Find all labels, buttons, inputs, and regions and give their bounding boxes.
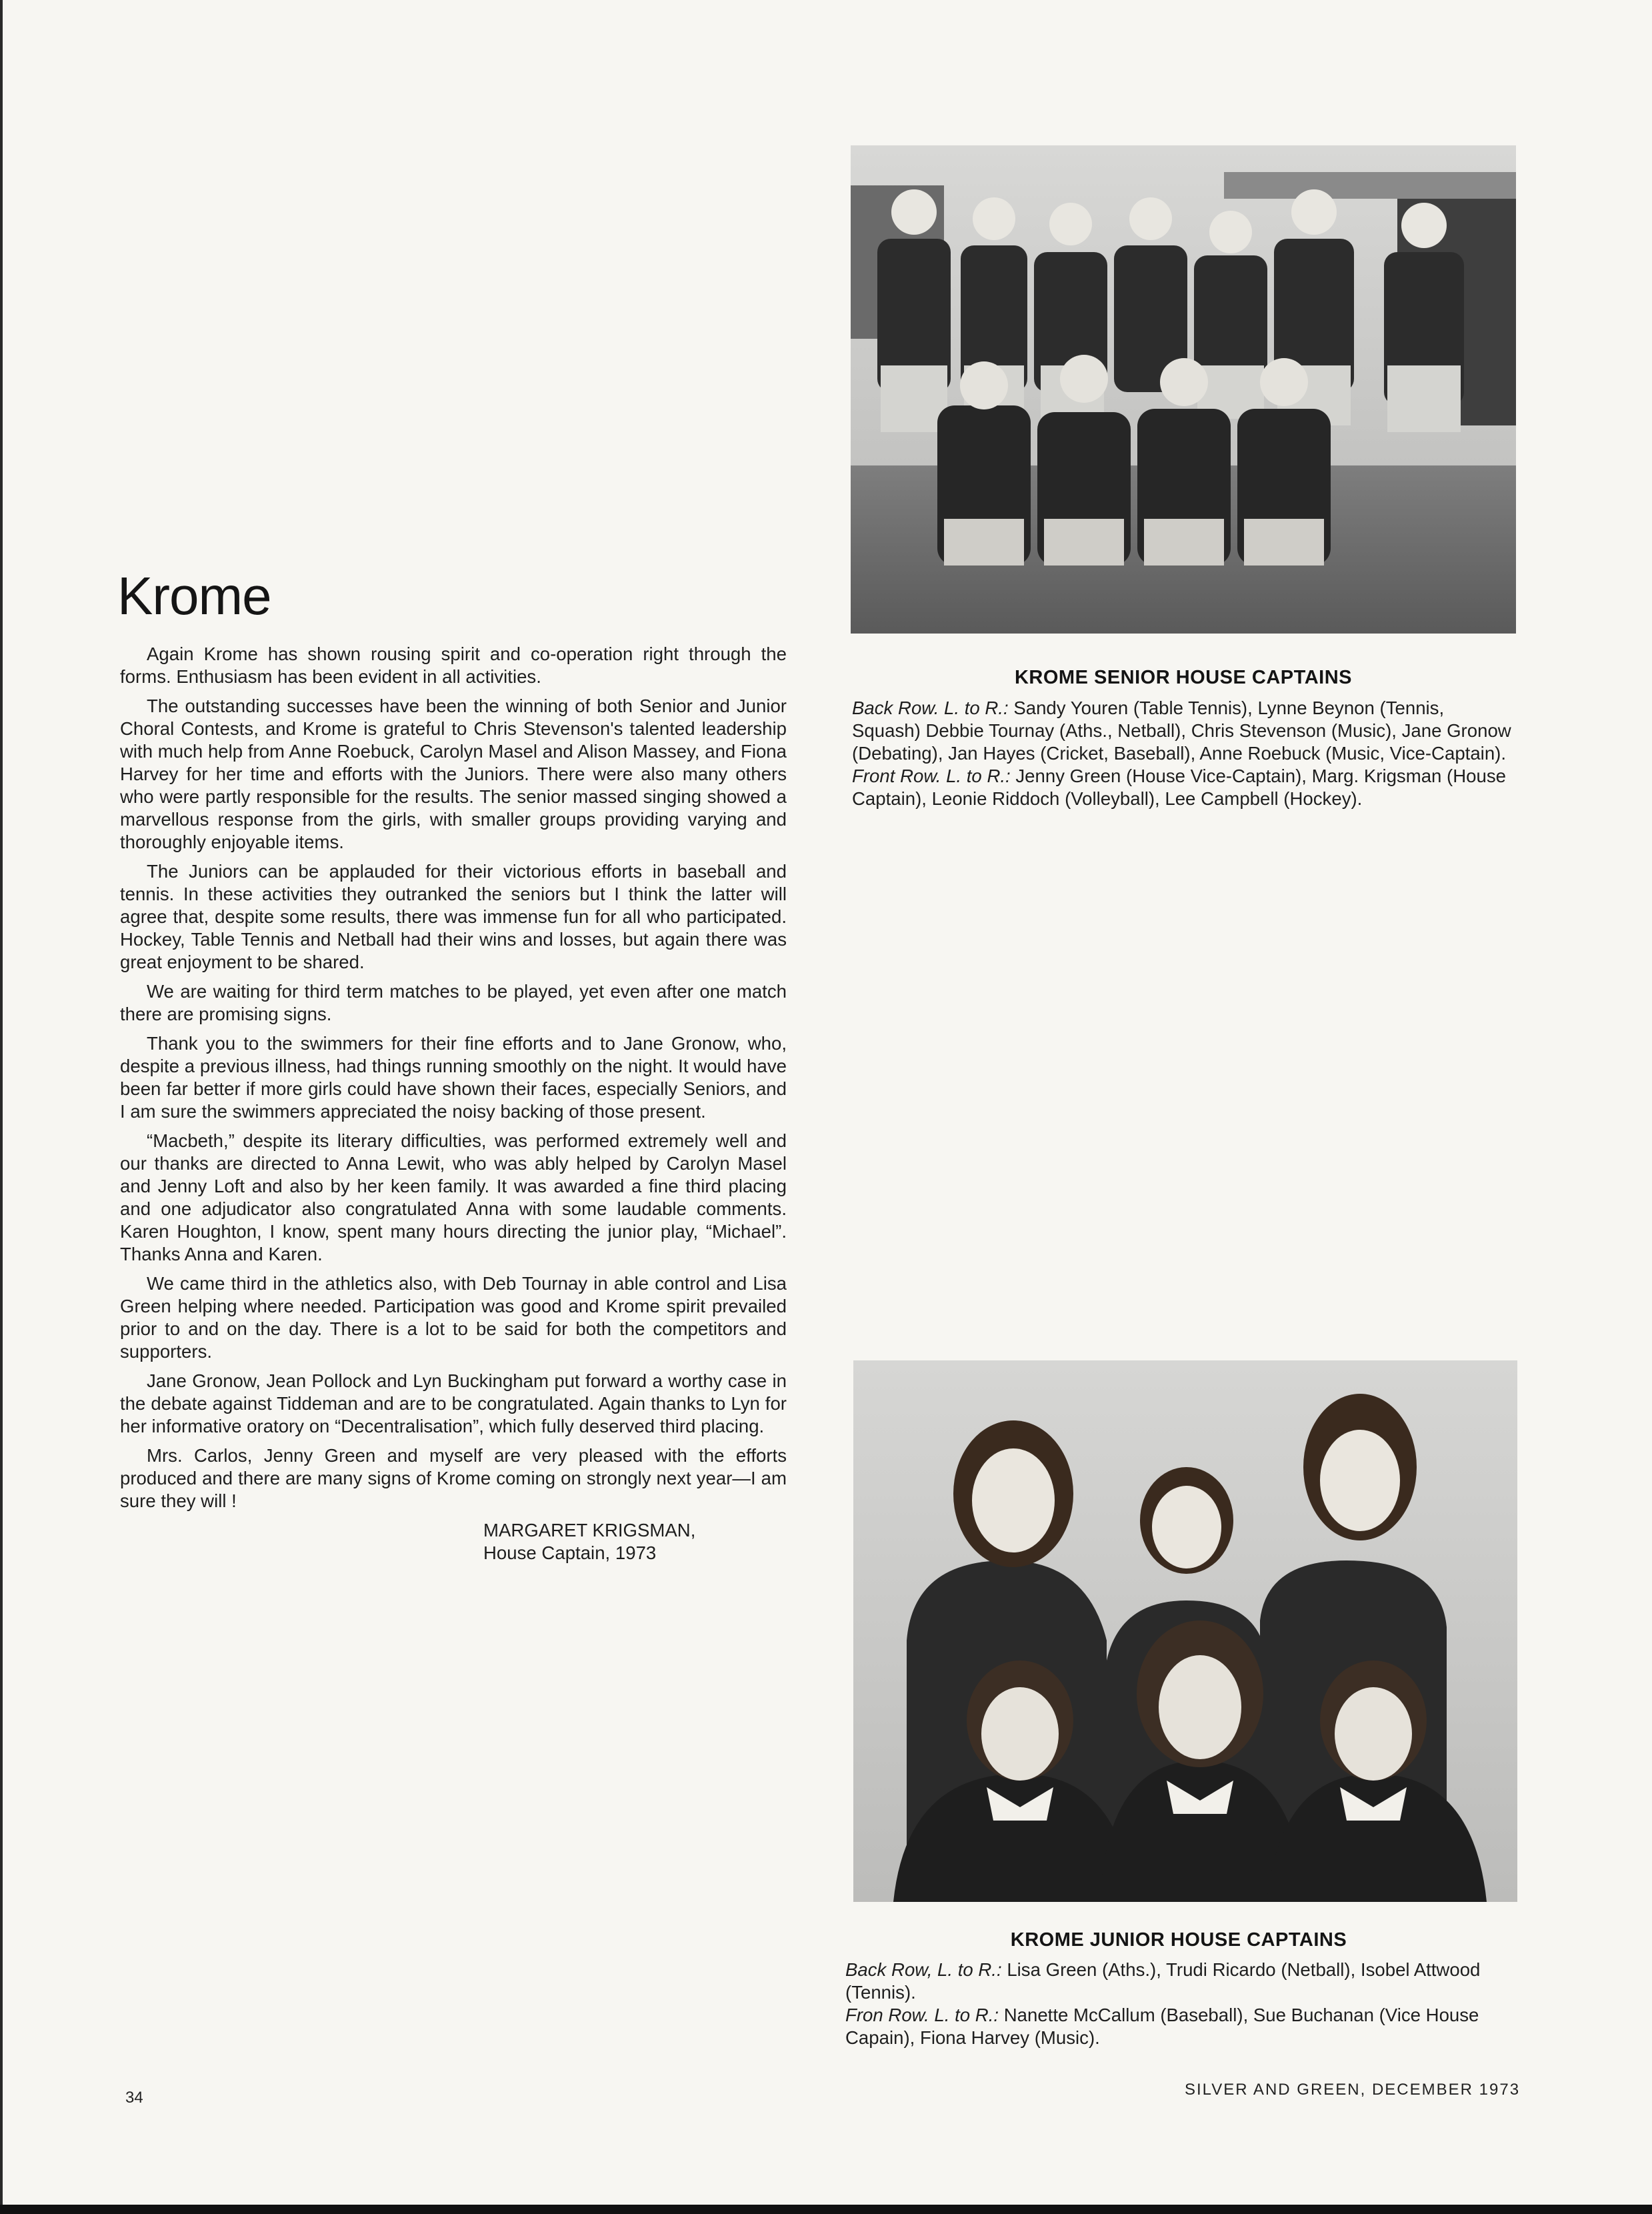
senior-caption bbox=[852, 697, 1515, 810]
article-body bbox=[120, 643, 787, 1564]
senior-front-row-names: Jenny Green (House Vice-Captain), Marg. Krigsman (House Captain), Leonie Riddoch (Volleyball), Lee Campbell (Hockey). bbox=[852, 766, 1507, 809]
junior-caption bbox=[845, 1959, 1512, 2049]
article-paragraph: Again Krome has shown rousing spirit and co-operation right through the forms. Enthusiasm has been evident in all activities. bbox=[120, 644, 787, 687]
article-paragraph: Mrs. Carlos, Jenny Green and myself are very pleased with the efforts produced and there are many signs of Krome coming on strongly next year—I am sure they will ! bbox=[120, 1445, 787, 1511]
senior-group-photo bbox=[851, 145, 1516, 634]
senior-caption-heading: KROME SENIOR HOUSE CAPTAINS bbox=[1014, 667, 1352, 688]
article-title: Krome bbox=[117, 566, 271, 626]
junior-back-row-names: Lisa Green (Aths.), Trudi Ricardo (Netball), Isobel Attwood (Tennis). bbox=[845, 1959, 1481, 2003]
page-bottom-edge bbox=[0, 2205, 1652, 2214]
article-paragraph: We came third in the athletics also, with Deb Tournay in able control and Lisa Green helping where needed. Participation was good and Krome spirit prevailed prior to and on the day. There is a lot to be said for both the competitors and supporters. bbox=[120, 1273, 787, 1362]
signature-name: MARGARET KRIGSMAN, bbox=[483, 1520, 696, 1540]
junior-front-row-names: Nanette McCallum (Baseball), Sue Buchanan (Vice House Capain), Fiona Harvey (Music). bbox=[845, 2005, 1479, 2048]
junior-back-row-label: Back Row, L. to R.: bbox=[845, 1959, 1002, 1980]
article-paragraph: Jane Gronow, Jean Pollock and Lyn Buckingham put forward a worthy case in the debate against Tiddeman and are to be congratulated. Again thanks to Lyn for her informative oratory on “Decentralisation”, which fully deserved third placing. bbox=[120, 1370, 787, 1436]
article-paragraph: We are waiting for third term matches to be played, yet even after one match there are promising signs. bbox=[120, 981, 787, 1024]
article-paragraph: “Macbeth,” despite its literary difficulties, was performed extremely well and our thanks are directed to Anna Lewit, who was ably helped by Carolyn Masel and Jenny Loft and also by her keen family. It was awarded a fine third placing and one adjudicator also congratulated Anna with some laudable comments. Karen Houghton, I know, spent many hours directing the junior play, “Michael”. Thanks Anna and Karen. bbox=[120, 1130, 787, 1264]
article-paragraph: Thank you to the swimmers for their fine efforts and to Jane Gronow, who, despite a previous illness, had things running smoothly on the night. It would have been far better if more girls could have shown their faces, especially Seniors, and I am sure the swimmers appreciated the noisy backing of those present. bbox=[120, 1033, 787, 1122]
junior-group-photo bbox=[853, 1360, 1517, 1902]
senior-back-row-label: Back Row. L. to R.: bbox=[852, 698, 1009, 718]
senior-front-row-label: Front Row. L. to R.: bbox=[852, 766, 1011, 786]
publication-footer: SILVER AND GREEN, DECEMBER 1973 bbox=[1185, 2081, 1521, 2099]
junior-caption-heading: KROME JUNIOR HOUSE CAPTAINS bbox=[1010, 1929, 1347, 1951]
signature-role: House Captain, 1973 bbox=[483, 1542, 657, 1563]
article-paragraph: The outstanding successes have been the winning of both Senior and Junior Choral Contests, and Krome is grateful to Chris Stevenson's talented leadership with much help from Anne Roebuck, Carolyn Masel and Alison Massey, and Fiona Harvey for her time and efforts with the Juniors. There were also many others who were partly responsible for the results. The senior massed singing showed a marvellous response from the girls, with smaller groups providing varying and thoroughly enjoyable items. bbox=[120, 696, 787, 852]
article-paragraph: The Juniors can be applauded for their victorious efforts in baseball and tennis. In these activities they outranked the seniors but I think the latter will agree that, despite some results, there was immense fun for all who participated. Hockey, Table Tennis and Netball had their wins and losses, but again there was great enjoyment to be shared. bbox=[120, 861, 787, 972]
junior-front-row-label: Fron Row. L. to R.: bbox=[845, 2005, 999, 2025]
senior-back-row-names: Sandy Youren (Table Tennis), Lynne Beynon (Tennis, Squash) Debbie Tournay (Aths., Netball), Chris Stevenson (Music), Jane Gronow (Debating), Jan Hayes (Cricket, Baseball), Anne Roebuck (Music, Vice-Captain). bbox=[852, 698, 1511, 764]
page-number: 34 bbox=[125, 2089, 143, 2107]
signature-block bbox=[483, 1519, 787, 1564]
page-left-edge bbox=[0, 0, 3, 2214]
